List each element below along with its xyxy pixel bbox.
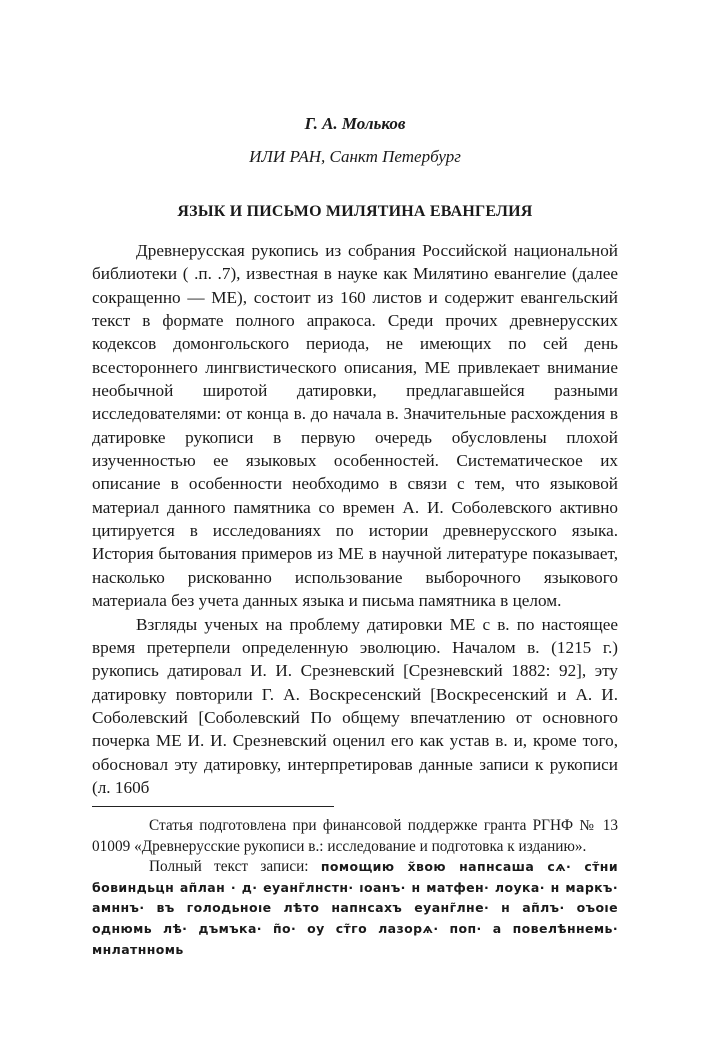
footnote-inscription bbox=[92, 857, 618, 960]
footnotes bbox=[92, 816, 618, 960]
body-paragraph: Древнерусская рукопись из собрания Российской национальной библиотеки ( .п. .7), известная в науке как Милятино евангелие (далее сокращенно — МЕ), состоит из 160 листов и содержит евангельский текст в формате полного апракоса. Среди прочих древнерусских кодексов домонгольского периода, не имеющих по сей день всестороннего лингвистического описания, МЕ привлекает внимание необычной широтой датировки, предлагавшейся разными исследователями: от конца в. до начала в. Значительные расхождения в датировке рукописи в первую очередь обусловлены плохой изученностью ее языковых особенностей. Систематическое их описание в особенности необходимо в связи с тем, что языковой материал данного памятника со времен А. И. Соболевского активно цитируется в исследованиях по истории древнерусского языка. История бытования примеров из МЕ в научной литературе показывает, насколько рискованно использование выборочного языкового материала без учета данных языка и письма памятника в целом. bbox=[92, 241, 618, 611]
author-affiliation: ИЛИ РАН, Санкт Петербург bbox=[249, 147, 461, 166]
footnote-inscription-lead: Полный текст записи: bbox=[149, 858, 309, 876]
footnote-inscription-slavonic: помощию х̃вою напнсаша сѧ· ст̃ни бовиндьцн ап̃лан · д· еуанг̃лнстн· ıоанъ· н матфен· лоука· н маркъ· амннъ· въ голодьноıе лѣто напнсахъ еуанг̃лне· н ап̃лъ· оъоıе однюмь лѣ· дъмъка· п̃о· оу ст̃го лазорѧ· поп· а повелѣннемь· мнлатнномь bbox=[92, 859, 618, 957]
article-title: ЯЗЫК И ПИСЬМО МИЛЯТИНА ЕВАНГЕЛИЯ bbox=[177, 203, 533, 220]
author-name: Г. А. Мольков bbox=[304, 114, 406, 133]
body-paragraph: Взгляды ученых на проблему датировки МЕ с в. по настоящее время претерпели определенную эволюцию. Началом в. (1215 г.) рукопись датировал И. И. Срезневский [Срезневский 1882: 92], эту датировку повторили Г. А. Воскресенский [Воскресенский и А. И. Соболевский [Соболевский По общему впечатлению от основного почерка МЕ И. И. Срезневский оценил его как устав в. и, кроме того, обосновал эту датировку, интерпретировав данные записи к рукописи (л. 160б bbox=[92, 614, 618, 797]
footnote-divider bbox=[92, 806, 334, 807]
article-body bbox=[92, 239, 618, 799]
footnote-grant: Статья подготовлена при финансовой поддержке гранта РГНФ № 13 01009 «Древнерусские рукописи в.: исследование и подготовка к изданию». bbox=[92, 817, 618, 855]
